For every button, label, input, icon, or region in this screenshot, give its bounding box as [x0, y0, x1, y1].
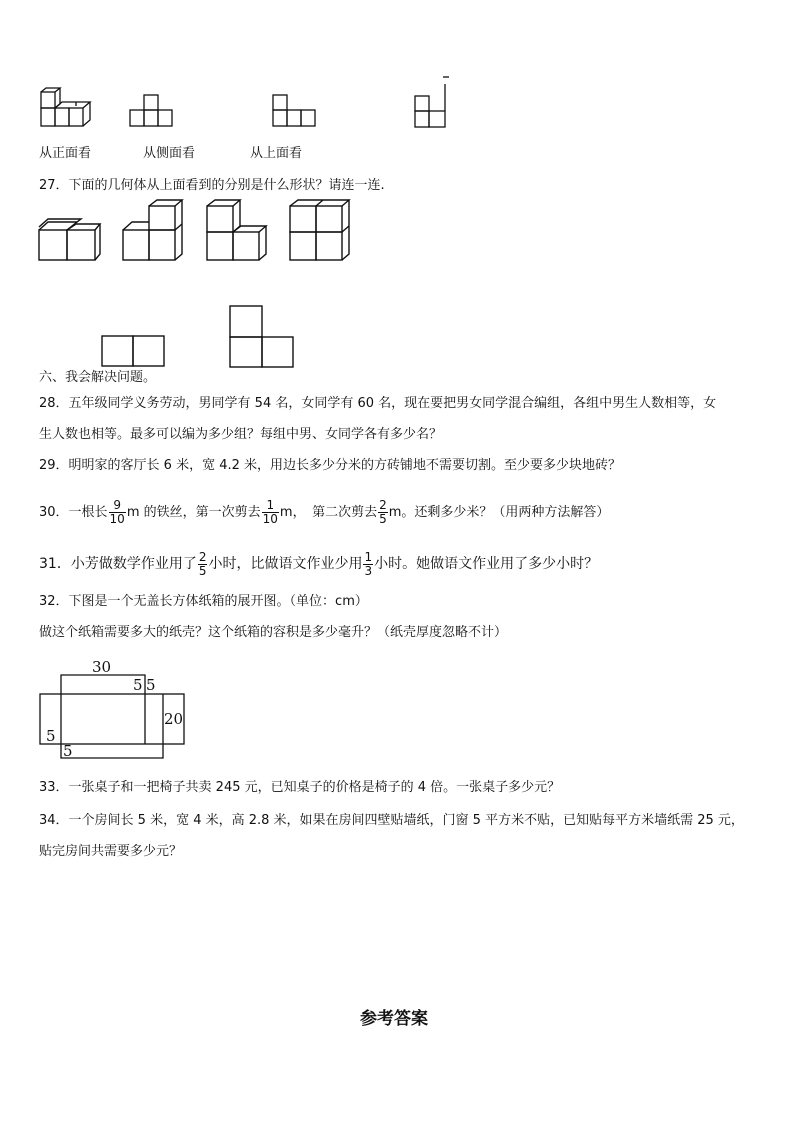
solid-b: [122, 200, 186, 262]
front-view-label: 从正面看: [39, 146, 92, 161]
net-label-mid-left: 5: [133, 676, 143, 694]
solid-a: [38, 216, 102, 262]
question-29: 29．明明家的客厅长 6 米，宽 4.2 米，用边长多少分米的方砖铺地不需要切割。至少要多少块地砖？: [39, 458, 622, 473]
shape-two-squares: [100, 335, 166, 369]
q31-text-b: 小时，比做语文作业少用: [208, 556, 363, 572]
solid-d: [289, 200, 353, 262]
fraction-2-5: $\frac{2}{5}$: [379, 498, 387, 526]
solid-3d-figure: [40, 88, 100, 128]
top-view-figure: [413, 76, 453, 132]
q30-text-d: m。还剩多少米？（用两种方法解答）: [388, 505, 610, 520]
fraction-2-5: $\frac{2}{5}$: [198, 549, 207, 578]
question-32-line1: 32．下图是一个无盖长方体纸箱的展开图。（单位：cm）: [39, 594, 368, 609]
net-label-left: 5: [46, 727, 56, 745]
question-32-line2: 做这个纸箱需要多大的纸壳？这个纸箱的容积是多少毫升？（纸壳厚度忽略不计）: [39, 625, 508, 640]
question-28-line1: 28．五年级同学义务劳动，男同学有 54 名，女同学有 60 名，现在要把男女同学混合编组，各组中男生人数相等，女: [39, 396, 717, 411]
question-34-line2: 贴完房间共需要多少元？: [39, 844, 183, 859]
q31-text-c: 小时。她做语文作业用了多少小时？: [374, 556, 599, 572]
fraction-9-10: $\frac{9}{10}$: [109, 498, 125, 526]
q30-text-c: m， 第二次剪去: [279, 505, 378, 520]
fraction-1-3: $\frac{1}{3}$: [364, 549, 373, 578]
solid-c: [206, 200, 270, 262]
net-label-bottom: 5: [63, 742, 73, 760]
side-view-label: 从侧面看: [143, 146, 196, 161]
net-label-top: 30: [92, 658, 112, 676]
question-34-line1: 34．一个房间长 5 米，宽 4 米，高 2.8 米，如果在房间四壁贴墙纸，门窗 5 平方米不贴，已知贴每平方米墙纸需 25 元，: [39, 813, 744, 828]
front-view-figure: [130, 93, 180, 129]
q30-text-a: 30．一根长: [39, 505, 108, 520]
question-31: [39, 546, 598, 582]
shape-l-three-squares: [228, 305, 296, 369]
net-label-right: 20: [164, 710, 184, 728]
answer-title: 参考答案: [360, 1009, 428, 1029]
q31-text-a: 31．小芳做数学作业用了: [39, 556, 197, 572]
section-6-heading: 六、我会解决问题。: [39, 370, 157, 385]
box-net-diagram: [38, 656, 188, 762]
fraction-1-10: $\frac{1}{10}$: [262, 498, 278, 526]
question-30: [39, 495, 609, 531]
q30-text-b: m 的铁丝，第一次剪去: [126, 505, 261, 520]
top-view-label: 从上面看: [250, 146, 303, 161]
question-28-line2: 生人数也相等。最多可以编为多少组？每组中男、女同学各有多少名？: [39, 427, 443, 442]
question-27: 27．下面的几何体从上面看到的分别是什么形状？请连一连.: [39, 178, 385, 193]
side-view-figure: [271, 94, 321, 130]
net-label-mid-right: 5: [146, 676, 156, 694]
question-33: 33．一张桌子和一把椅子共卖 245 元，已知桌子的价格是椅子的 4 倍。一张桌子多少元？: [39, 780, 561, 795]
